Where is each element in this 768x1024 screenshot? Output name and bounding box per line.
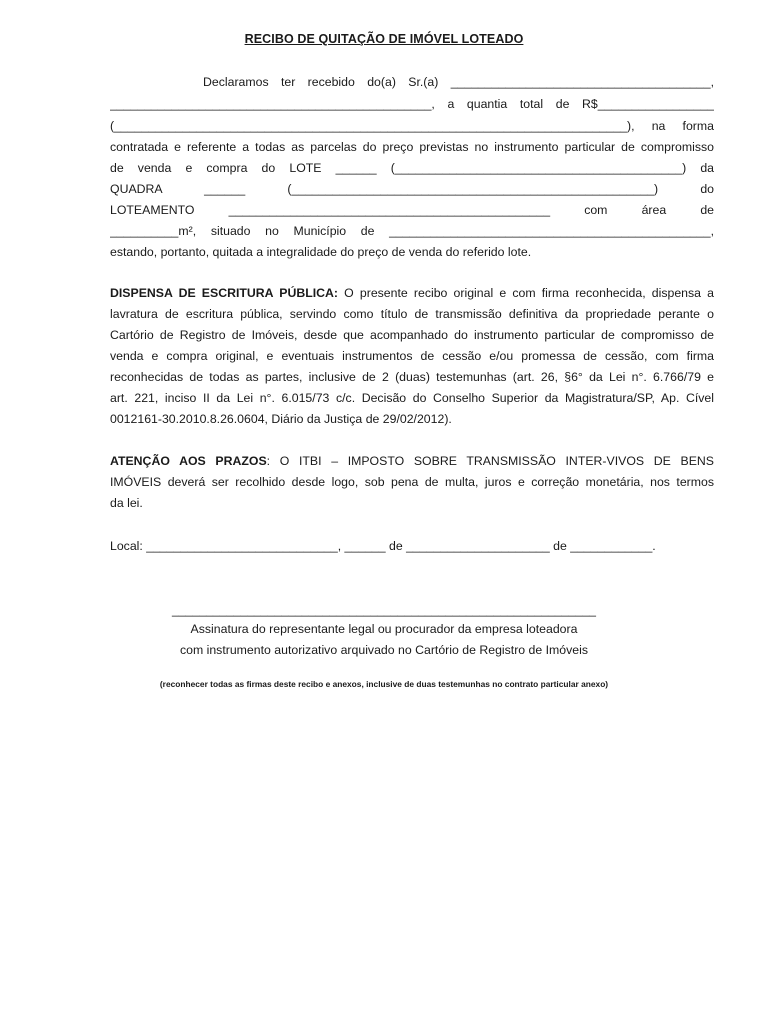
dispensa-line: reconhecidas de todas as partes, inclusive de 2 (duas) testemunhas (art. 26, §6° da Lei n°. 6.766/79 e <box>110 370 714 384</box>
dispensa-first-line <box>110 285 714 301</box>
dispensa-line: art. 221, inciso II da Lei n°. 6.015/73 c/c. Decisão do Conselho Superior da Magistratura/SP, Ap. Cível <box>110 391 714 405</box>
dispensa-line: lavratura de escritura pública, servindo como título de transmissão definitiva da propriedade perante o <box>110 307 714 321</box>
declaration-line: (___________________________________________________________________________), na forma <box>110 119 714 133</box>
declaration-line: __________m², situado no Município de _______________________________________________, <box>110 224 714 238</box>
atencao-text: : O ITBI – IMPOSTO SOBRE TRANSMISSÃO INTER-VIVOS DE BENS <box>266 454 714 468</box>
signature-line: ______________________________________________________________ <box>171 603 596 617</box>
document-title: RECIBO DE QUITAÇÃO DE IMÓVEL LOTEADO <box>244 32 524 46</box>
declaration-line: QUADRA ______ (_____________________________________________________) do <box>110 182 714 196</box>
declaration-line: LOTEAMENTO _______________________________________________ com área de <box>110 203 714 217</box>
atencao-first-line <box>110 453 714 469</box>
dispensa-heading: DISPENSA DE ESCRITURA PÚBLICA: <box>110 286 338 300</box>
atencao-line: da lei. <box>110 496 143 510</box>
dispensa-line: 0012161-30.2010.8.26.0604, Diário da Justiça de 29/02/2012). <box>110 412 452 426</box>
declaration-line: Declaramos ter recebido do(a) Sr.(a) ______________________________________, <box>203 75 714 89</box>
signature-caption: com instrumento autorizativo arquivado no Cartório de Registro de Imóveis <box>179 643 589 657</box>
declaration-line: de venda e compra do LOTE ______ (__________________________________________) da <box>110 161 714 175</box>
declaration-line: estando, portanto, quitada a integralidade do preço de venda do referido lote. <box>110 245 532 259</box>
local-date-line: Local: ____________________________, ______ de _____________________ de ____________. <box>110 539 656 553</box>
declaration-line: _______________________________________________, a quantia total de R$_________________ <box>110 97 714 111</box>
signature-caption: Assinatura do representante legal ou procurador da empresa loteadora <box>190 622 578 636</box>
dispensa-line: Cartório de Registro de Imóveis, desde que acompanhado do instrumento particular de compromisso de <box>110 328 714 342</box>
dispensa-line: venda e compra original, e eventuais instrumentos de cessão e/ou promessa de cessão, com firma <box>110 349 714 363</box>
atencao-heading: ATENÇÃO AOS PRAZOS <box>110 454 267 468</box>
declaration-line: contratada e referente a todas as parcelas do preço previstas no instrumento particular de compromisso <box>110 140 714 154</box>
dispensa-text: O presente recibo original e com firma reconhecida, dispensa a <box>338 286 714 300</box>
atencao-line: IMÓVEIS deverá ser recolhido desde logo, sob pena de multa, juros e correção monetária, nos termos <box>110 475 714 489</box>
footnote: (reconhecer todas as firmas deste recibo e anexos, inclusive de duas testemunhas no contrato particular anexo) <box>159 679 609 689</box>
